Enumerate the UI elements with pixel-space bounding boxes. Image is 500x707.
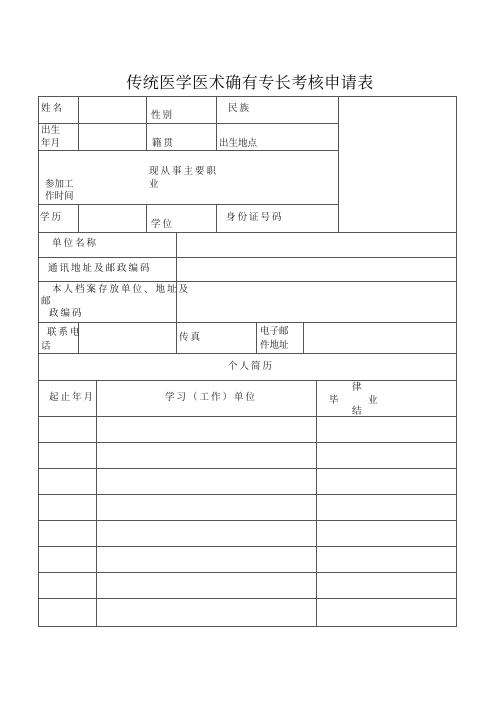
- table-line: [216, 96, 217, 150]
- column-certifier: 律: [352, 382, 362, 393]
- label-current-job: 业: [149, 179, 159, 190]
- form-title: 传统医学医术确有专长考核申请表: [126, 73, 374, 92]
- table-line: [216, 204, 217, 232]
- column-certifier: 毕: [329, 395, 339, 406]
- table-line: [456, 96, 457, 627]
- label-degree: 学位: [151, 219, 175, 230]
- column-certifier: 业: [368, 395, 378, 406]
- table-line: [38, 123, 338, 124]
- table-line: [38, 494, 456, 495]
- table-line: [38, 442, 456, 443]
- table-line: [78, 96, 79, 150]
- table-line: [38, 257, 456, 258]
- table-line: [38, 546, 456, 547]
- label-id-number: 身份证号码: [226, 212, 284, 223]
- table-line: [146, 96, 147, 150]
- table-line: [38, 353, 456, 354]
- label-birthplace: 出生地点: [219, 138, 258, 149]
- column-period: 起止年月: [49, 392, 96, 403]
- label-name: 姓名: [41, 103, 65, 114]
- table-line: [38, 150, 338, 151]
- section-resume-title: 个人简历: [228, 361, 275, 372]
- table-line: [38, 468, 456, 469]
- label-education: 学历: [40, 212, 64, 223]
- table-line: [38, 416, 456, 417]
- label-phone: 联系电: [47, 327, 82, 338]
- label-email: 电子邮: [260, 326, 289, 337]
- table-line: [38, 380, 456, 381]
- table-line: [146, 204, 147, 232]
- label-phone: 话: [41, 341, 51, 352]
- label-birth-date: 出生: [41, 125, 61, 136]
- label-work-start: 参加工: [45, 179, 74, 190]
- label-address: 通讯地址及邮政编码: [48, 263, 152, 274]
- column-certifier: 结: [352, 406, 362, 417]
- label-archive: 政编码: [49, 308, 84, 319]
- table-line: [38, 204, 338, 205]
- table-line: [38, 232, 456, 233]
- label-current-job: 现从事主要职: [149, 166, 219, 177]
- label-native-place: 籍贯: [152, 138, 176, 149]
- table-line: [38, 322, 456, 323]
- label-employer: 单位名称: [52, 238, 99, 249]
- table-line: [38, 520, 456, 521]
- table-line: [338, 96, 339, 232]
- table-line: [38, 281, 456, 282]
- table-line: [78, 204, 79, 232]
- label-fax: 传真: [179, 332, 203, 343]
- table-line: [303, 322, 304, 353]
- table-line: [38, 598, 456, 599]
- table-line: [96, 380, 97, 627]
- table-line: [38, 96, 39, 627]
- table-line: [38, 572, 456, 573]
- label-birth-date: 年月: [41, 138, 61, 149]
- table-line: [256, 322, 257, 353]
- label-gender: 性别: [151, 110, 175, 121]
- label-work-start: 作时间: [45, 191, 74, 202]
- table-line: [38, 626, 456, 627]
- label-archive: 本人档案存放单位、地址及: [52, 284, 191, 295]
- label-archive: 邮: [41, 296, 51, 307]
- column-unit: 学习（工作）单位: [165, 392, 258, 403]
- table-line: [38, 96, 456, 97]
- label-ethnicity: 民族: [228, 103, 252, 114]
- table-line: [316, 380, 317, 627]
- label-email: 件地址: [260, 340, 289, 351]
